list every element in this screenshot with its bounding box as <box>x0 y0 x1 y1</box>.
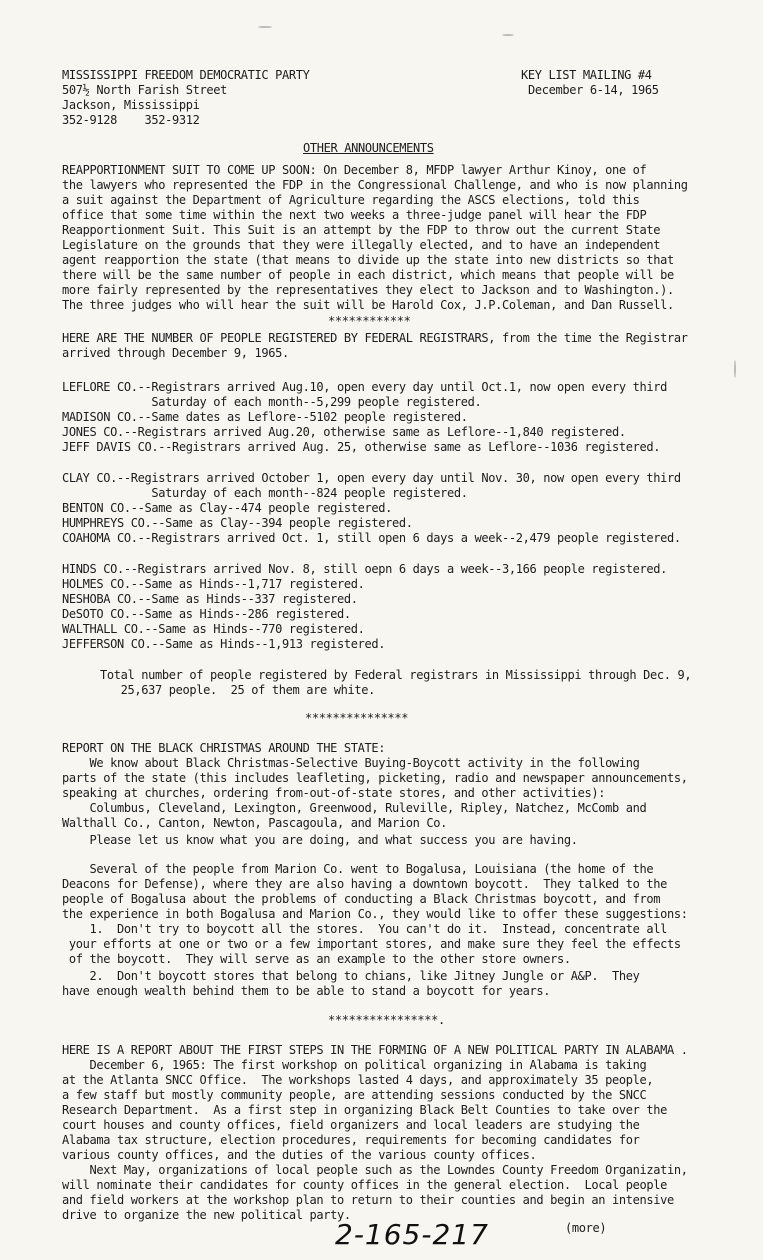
county-line: COAHOMA CO.--Registrars arrived Oct. 1, still open 6 days a week--2,479 people registered. <box>62 531 681 545</box>
county-line: JEFFERSON CO.--Same as Hinds--1,913 registered. <box>62 637 386 651</box>
org-address: 507½ North Farish Street <box>62 83 227 97</box>
handwritten-document-id: 2-165-217 <box>335 1218 489 1251</box>
text-line: HERE IS A REPORT ABOUT THE FIRST STEPS IN THE FORMING OF A NEW POLITICAL PARTY IN ALABAMA . <box>62 1043 688 1057</box>
text-line: a few staff but mostly community people, are attending sessions conducted by the SNCC <box>62 1088 647 1102</box>
county-line: LEFLORE CO.--Registrars arrived Aug.10, open every day until Oct.1, now open every third <box>62 380 667 394</box>
text-line: Legislature on the grounds that they were illegally elected, and to have an independent <box>62 238 661 252</box>
text-line: Research Department. As a first step in organizing Black Belt Counties to take over the <box>62 1103 667 1117</box>
text-line: REAPPORTIONMENT SUIT TO COME UP SOON: On December 8, MFDP lawyer Arthur Kinoy, one of <box>62 163 647 177</box>
text-line: agent reapportion the state (that means to divide up the state into new districts so that <box>62 253 674 267</box>
org-phones: 352-9128 352-9312 <box>62 113 200 127</box>
text-line: your efforts at one or two or a few important stores, and make sure they feel the effects <box>62 937 681 951</box>
text-line: We know about Black Christmas-Selective Buying-Boycott activity in the following <box>62 756 640 770</box>
mailing-dates: December 6-14, 1965 <box>528 83 659 97</box>
text-line: HERE ARE THE NUMBER OF PEOPLE REGISTERED BY FEDERAL REGISTRARS, from the time the Registrar <box>62 331 688 345</box>
text-line: speaking at churches, ordering from-out-of-state stores, and other activities): <box>62 786 606 800</box>
county-line: HUMPHREYS CO.--Same as Clay--394 people registered. <box>62 516 413 530</box>
text-line: Please let us know what you are doing, and what success you are having. <box>62 833 578 847</box>
county-line: Saturday of each month--824 people registered. <box>62 486 468 500</box>
text-line: REPORT ON THE BLACK CHRISTMAS AROUND THE STATE: <box>62 741 386 755</box>
text-line: 1. Don't try to boycott all the stores. You can't do it. Instead, concentrate all <box>62 922 667 936</box>
org-city: Jackson, Mississippi <box>62 98 200 112</box>
text-line: Several of the people from Marion Co. went to Bogalusa, Louisiana (the home of the <box>62 862 654 876</box>
text-line: will nominate their candidates for county offices in the general election. Local people <box>62 1178 667 1192</box>
more-indicator: (more) <box>565 1221 607 1235</box>
scan-artifact <box>258 26 272 28</box>
text-line: Reapportionment Suit. This Suit is an attempt by the FDP to throw out the current State <box>62 223 661 237</box>
text-line: court houses and county offices, field organizers and local leaders are studying the <box>62 1118 640 1132</box>
text-line: of the boycott. They will serve as an example to the other store owners. <box>62 952 571 966</box>
text-line: more fairly represented by the representatives they elect to Jackson and to Washington.). <box>62 283 674 297</box>
county-line: CLAY CO.--Registrars arrived October 1, open every day until Nov. 30, now open every third <box>62 471 681 485</box>
text-line: drive to organize the new political party. <box>62 1208 351 1222</box>
separator: ************ <box>328 314 411 328</box>
text-line: The three judges who will hear the suit will be Harold Cox, J.P.Coleman, and Dan Russell. <box>62 298 674 312</box>
county-line: JONES CO.--Registrars arrived Aug.20, otherwise same as Leflore--1,840 registered. <box>62 425 626 439</box>
county-line: Saturday of each month--5,299 people registered. <box>62 395 482 409</box>
total-line: Total number of people registered by Federal registrars in Mississippi through Dec. 9, <box>100 668 692 682</box>
mailing-title: KEY LIST MAILING #4 <box>521 68 652 82</box>
text-line: parts of the state (this includes leafleting, picketing, radio and newspaper announcements, <box>62 771 688 785</box>
county-line: WALTHALL CO.--Same as Hinds--770 registered. <box>62 622 365 636</box>
county-line: HINDS CO.--Registrars arrived Nov. 8, still oepn 6 days a week--3,166 people registered. <box>62 562 667 576</box>
text-line: and field workers at the workshop plan to return to their counties and begin an intensive <box>62 1193 674 1207</box>
scan-artifact <box>502 34 514 36</box>
county-line: JEFF DAVIS CO.--Registrars arrived Aug. 25, otherwise same as Leflore--1036 registered. <box>62 440 661 454</box>
text-line: people of Bogalusa about the problems of conducting a Black Christmas boycott, and from <box>62 892 661 906</box>
text-line: the lawyers who represented the FDP in the Congressional Challenge, and who is now planning <box>62 178 688 192</box>
text-line: 2. Don't boycott stores that belong to chians, like Jitney Jungle or A&P. They <box>62 969 640 983</box>
text-line: Deacons for Defense), where they are also having a downtown boycott. They talked to the <box>62 877 667 891</box>
county-line: HOLMES CO.--Same as Hinds--1,717 registered. <box>62 577 365 591</box>
text-line: at the Atlanta SNCC Office. The workshops lasted 4 days, and approximately 35 people, <box>62 1073 654 1087</box>
total-line: 25,637 people. 25 of them are white. <box>100 683 375 697</box>
org-name: MISSISSIPPI FREEDOM DEMOCRATIC PARTY <box>62 68 310 82</box>
scan-artifact <box>734 360 736 378</box>
text-line: there will be the same number of people in each district, which means that people will be <box>62 268 674 282</box>
text-line: office that some time within the next two weeks a three-judge panel will hear the FDP <box>62 208 647 222</box>
county-line: BENTON CO.--Same as Clay--474 people registered. <box>62 501 392 515</box>
text-line: various county offices, and the duties of the various county offices. <box>62 1148 537 1162</box>
text-line: Next May, organizations of local people such as the Lowndes County Freedom Organizatin, <box>62 1163 688 1177</box>
section-title: OTHER ANNOUNCEMENTS <box>303 141 434 155</box>
text-line: Columbus, Cleveland, Lexington, Greenwood, Ruleville, Ripley, Natchez, McComb and <box>62 801 647 815</box>
county-line: DeSOTO CO.--Same as Hinds--286 registered. <box>62 607 351 621</box>
text-line: a suit against the Department of Agriculture regarding the ASCS elections, told this <box>62 193 640 207</box>
separator: *************** <box>305 711 409 725</box>
county-line: MADISON CO.--Same dates as Leflore--5102 people registered. <box>62 410 468 424</box>
text-line: Walthall Co., Canton, Newton, Pascagoula, and Marion Co. <box>62 816 447 830</box>
text-line: arrived through December 9, 1965. <box>62 346 289 360</box>
text-line: Alabama tax structure, election procedures, requirements for becoming candidates for <box>62 1133 640 1147</box>
county-line: NESHOBA CO.--Same as Hinds--337 registered. <box>62 592 358 606</box>
separator: ****************. <box>328 1013 445 1027</box>
text-line: have enough wealth behind them to be able to stand a boycott for years. <box>62 984 551 998</box>
text-line: the experience in both Bogalusa and Marion Co., they would like to offer these suggestions: <box>62 907 688 921</box>
text-line: December 6, 1965: The first workshop on political organizing in Alabama is taking <box>62 1058 647 1072</box>
